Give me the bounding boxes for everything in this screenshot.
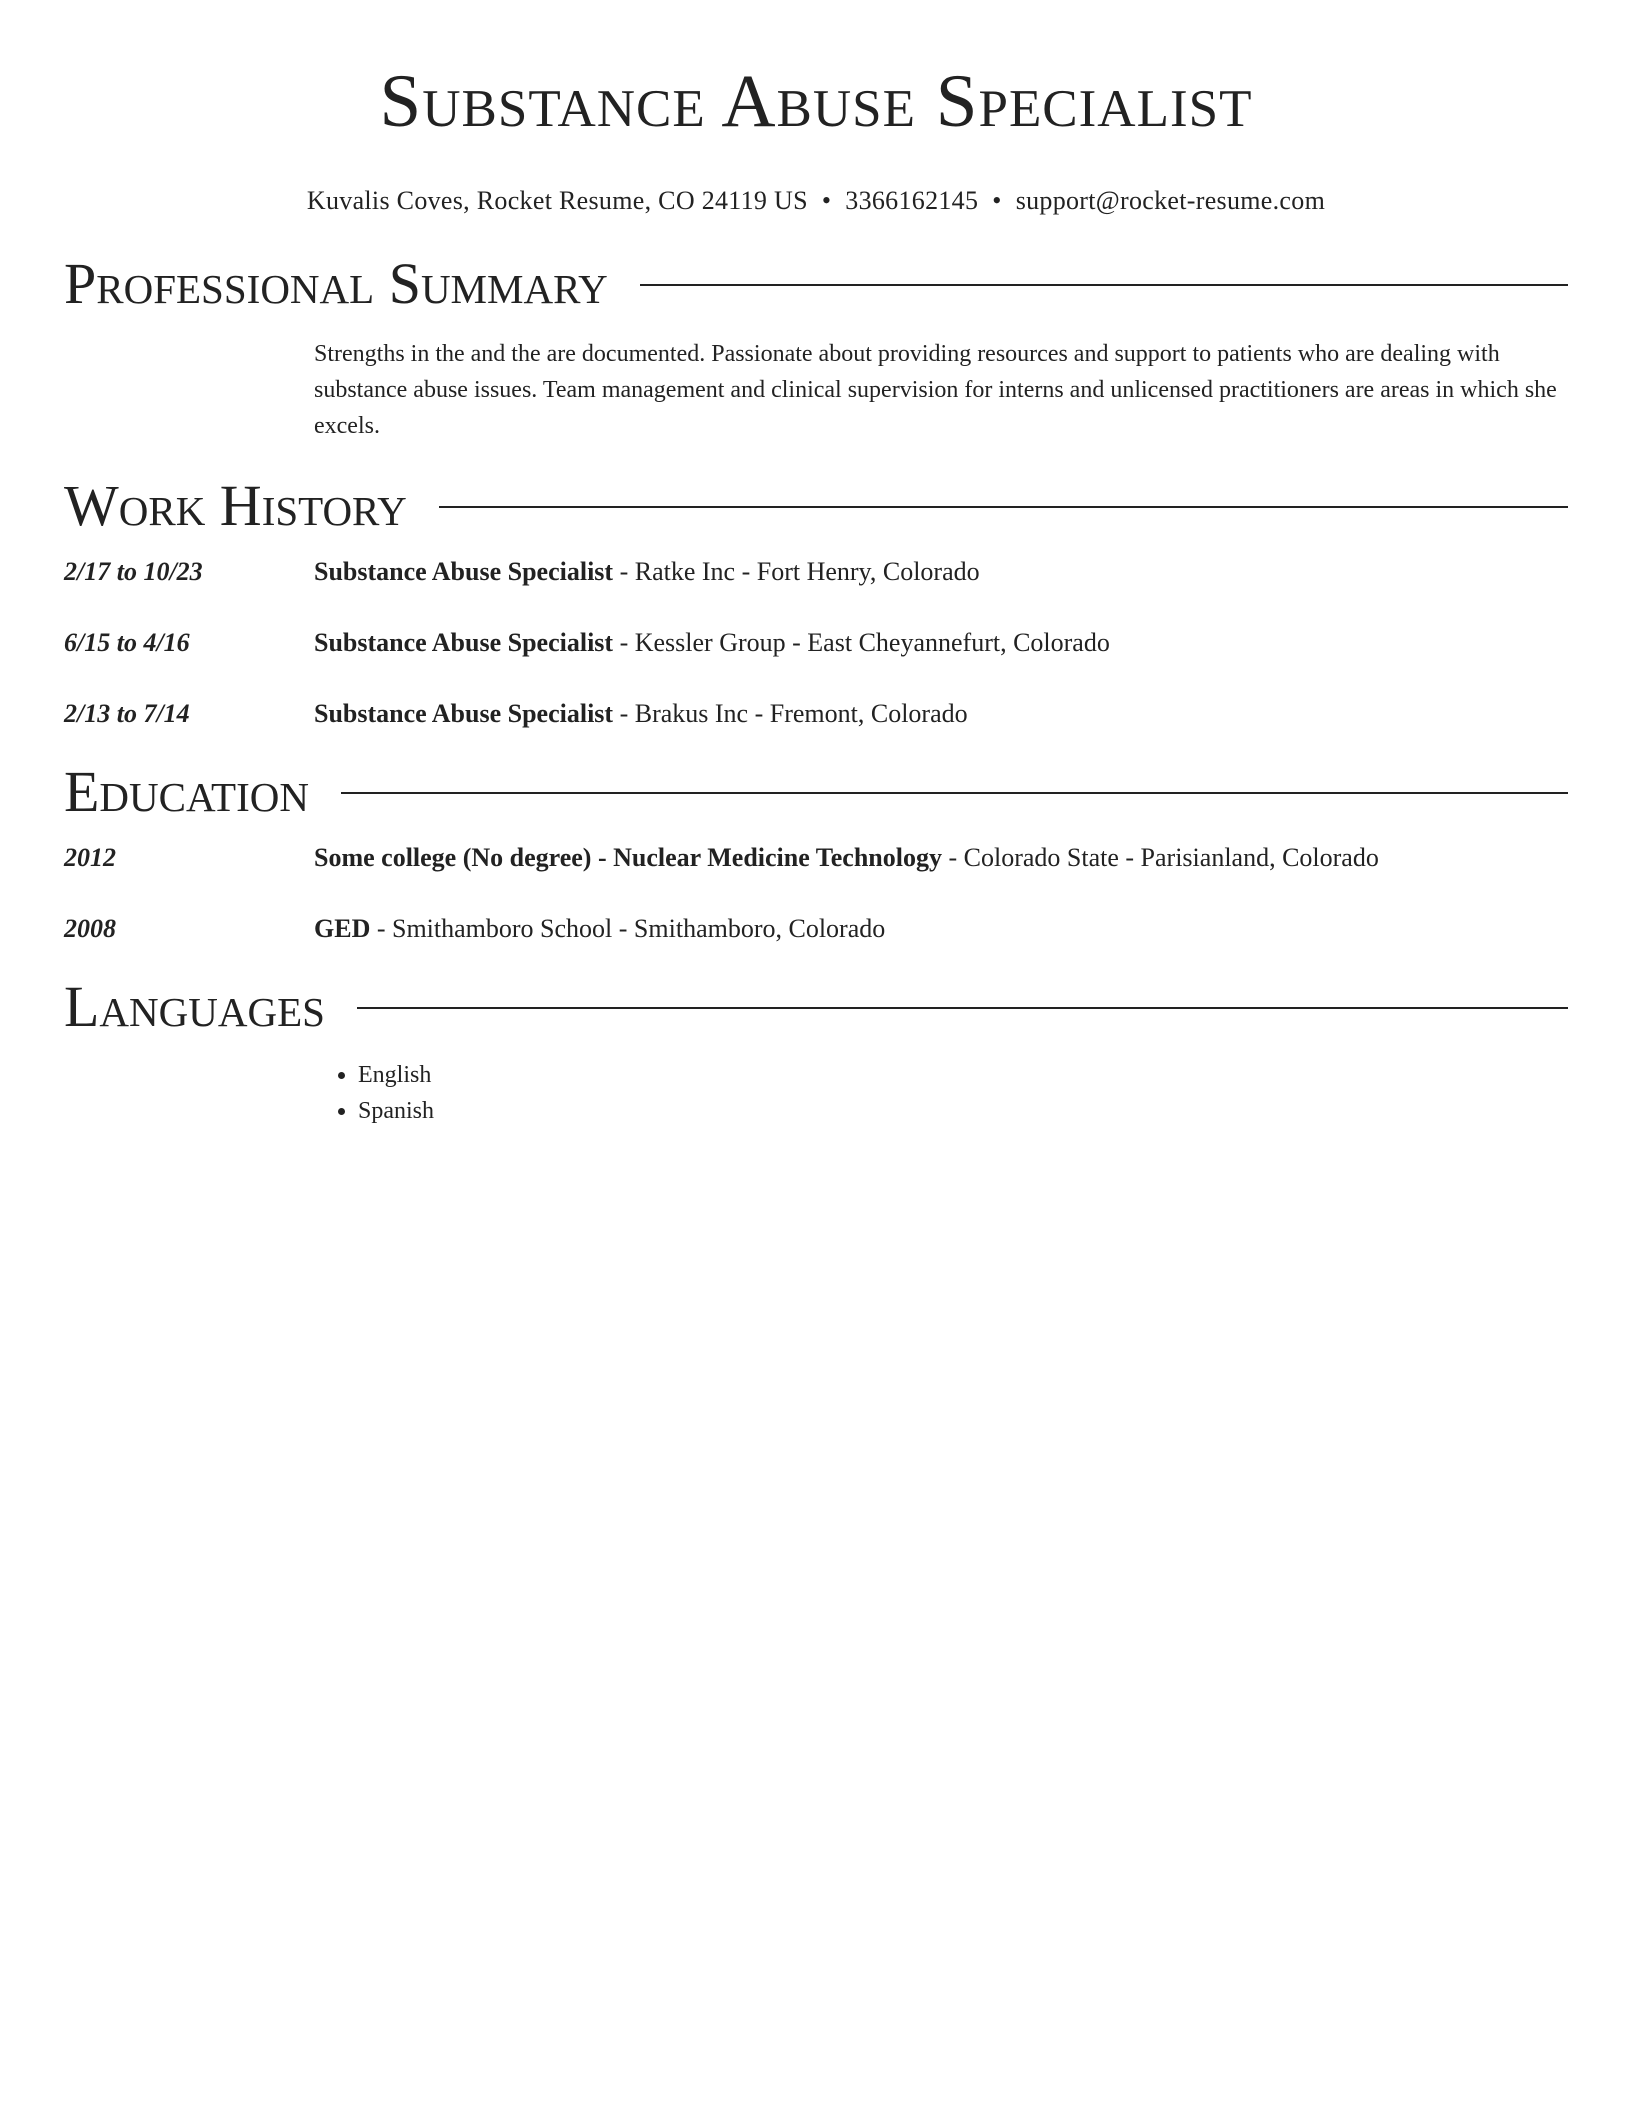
summary-section-header — [64, 252, 1568, 316]
contact-separator: • — [821, 186, 832, 215]
summary-text: Strengths in the and the are documented. Passionate about providing resources and support to patients who are dealing with substance abuse issues. Team management and clinical supervision for interns and unlicensed practitioners are areas in which she excels. — [314, 341, 1557, 439]
contact-phone: 3366162145 — [845, 186, 979, 215]
languages-section-title: Languages — [64, 974, 325, 1039]
section-divider — [640, 284, 1568, 286]
summary-section-title: Professional Summary — [64, 251, 608, 316]
education-entry — [64, 913, 1568, 945]
work-list — [64, 556, 1568, 730]
section-divider — [341, 792, 1568, 794]
resume-name: Substance Abuse Specialist — [379, 60, 1253, 143]
work-description — [314, 698, 968, 730]
contact-email: support@rocket-resume.com — [1015, 186, 1326, 215]
education-entry — [64, 842, 1568, 874]
education-section-title: Education — [64, 759, 309, 824]
education-description — [314, 913, 885, 945]
work-detail: - Kessler Group - East Cheyannefurt, Colorado — [613, 628, 1110, 657]
work-date: 2/13 to 7/14 — [64, 699, 190, 728]
education-date: 2008 — [64, 914, 116, 943]
work-role: Substance Abuse Specialist — [314, 699, 614, 728]
work-entry — [64, 627, 1568, 659]
work-entry — [64, 698, 1568, 730]
language-item: • Spanish — [358, 1093, 1568, 1129]
education-detail: - Colorado State - Parisianland, Colorado — [941, 843, 1379, 872]
education-degree: Some college (No degree) - Nuclear Medicine Technology — [314, 843, 942, 872]
language-item: • English — [358, 1057, 1568, 1093]
section-divider — [439, 506, 1568, 508]
work-date: 2/17 to 10/23 — [64, 557, 203, 586]
work-role: Substance Abuse Specialist — [314, 557, 614, 586]
work-description — [314, 556, 980, 588]
contact-separator: • — [992, 186, 1002, 215]
languages-section-header — [64, 975, 1568, 1039]
education-section-header — [64, 760, 1568, 824]
section-divider — [357, 1007, 1568, 1009]
work-detail: - Ratke Inc - Fort Henry, Colorado — [613, 557, 980, 586]
education-degree: GED — [314, 914, 371, 943]
contact-line — [64, 186, 1568, 216]
languages-list — [314, 1057, 1568, 1129]
education-description — [314, 842, 1379, 874]
work-role: Substance Abuse Specialist — [314, 628, 614, 657]
work-section-title: Work History — [64, 473, 407, 538]
education-detail: - Smithamboro School - Smithamboro, Colorado — [370, 914, 886, 943]
contact-address: Kuvalis Coves, Rocket Resume, CO 24119 US — [306, 186, 808, 215]
work-date: 6/15 to 4/16 — [64, 628, 190, 657]
work-description — [314, 627, 1110, 659]
education-date: 2012 — [64, 843, 116, 872]
education-list — [64, 842, 1568, 945]
work-detail: - Brakus Inc - Fremont, Colorado — [613, 699, 968, 728]
work-entry — [64, 556, 1568, 588]
work-section-header — [64, 474, 1568, 538]
